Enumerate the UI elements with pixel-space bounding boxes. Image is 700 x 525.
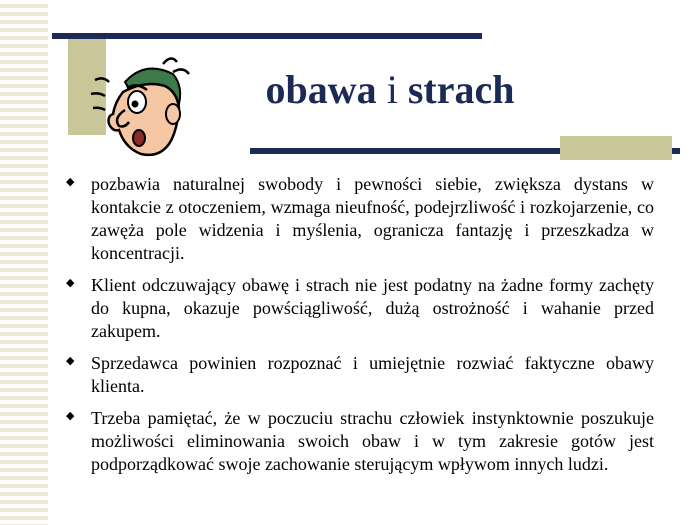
bullet-diamond-icon: ◆ xyxy=(66,355,75,367)
bullet-text: Trzeba pamiętać, że w poczuciu strachu człowiek instynktownie poszukuje możliwości eliminowania swoich obaw i w tym zakresie gotów jest podporządkować swoje zachowanie sterującym wpływom innych ludzi. xyxy=(91,408,654,474)
bullet-list xyxy=(64,173,654,485)
title-word-strach: strach xyxy=(407,67,515,112)
bullet-diamond-icon: ◆ xyxy=(66,277,75,289)
title-word-i: i xyxy=(386,67,398,112)
bullet-diamond-icon: ◆ xyxy=(66,410,75,422)
slide-title xyxy=(220,66,560,114)
bullet-diamond-icon: ◆ xyxy=(66,176,75,188)
list-item xyxy=(64,173,654,265)
bullet-text: pozbawia naturalnej swobody i pewności siebie, zwiększa dystans w kontakcie z otoczeniem, wzmaga nieufność, podejrzliwość i rozkojarzenie, co zawęża pole widzenia i myślenia, ogranicza fantazję i przeszkadza w koncentracji. xyxy=(91,174,654,263)
bullet-text: Klient odczuwający obawę i strach nie jest podatny na żadne formy zachęty do kupna, okazuje powściągliwość, dużą ostrożność i wahanie przed zakupem. xyxy=(91,275,654,341)
bullet-text: Sprzedawca powinien rozpoznać i umiejętnie rozwiać faktyczne obawy klienta. xyxy=(91,353,654,396)
list-item xyxy=(64,407,654,476)
list-item xyxy=(64,274,654,343)
top-accent-bar xyxy=(52,33,482,39)
title-word-obawa: obawa xyxy=(265,67,377,112)
right-khaki-block xyxy=(560,136,672,160)
worried-face-icon xyxy=(85,52,195,162)
striped-margin xyxy=(0,0,48,525)
list-item xyxy=(64,352,654,398)
